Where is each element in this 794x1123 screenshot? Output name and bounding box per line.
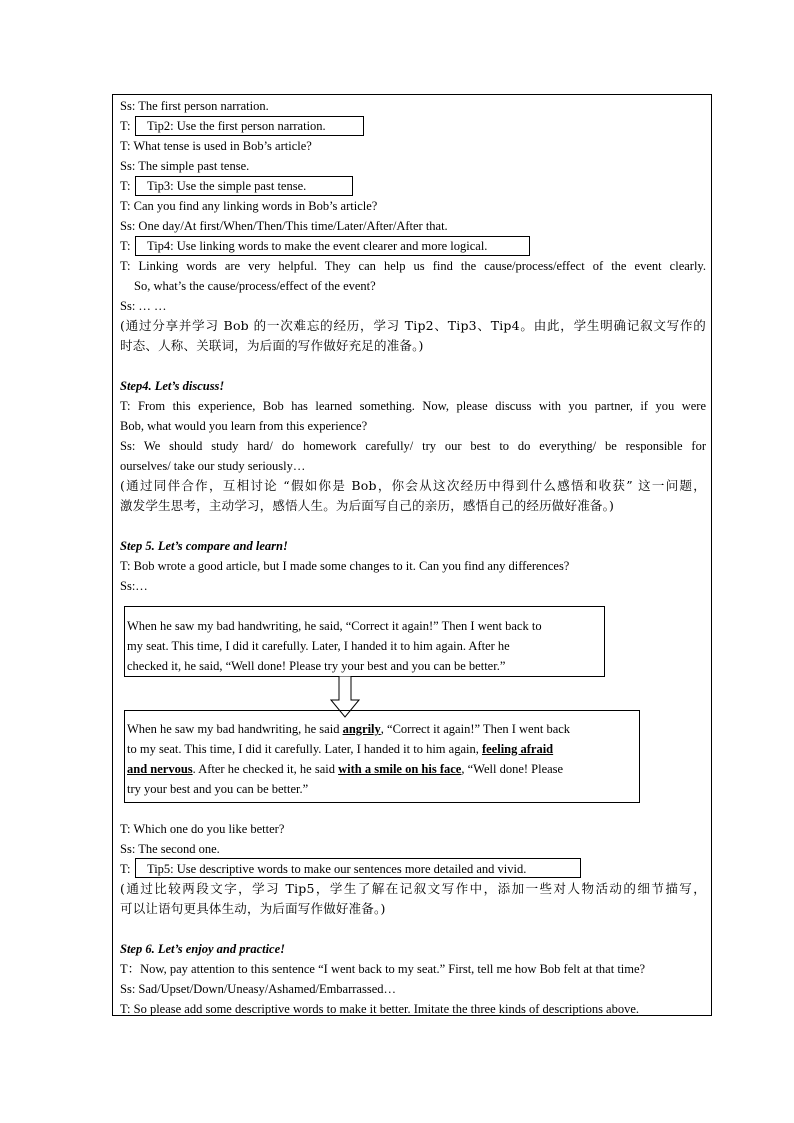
- original-paragraph-line: checked it, he said, “Well done! Please try your best and you can be better.”: [127, 659, 506, 673]
- chinese-note: (通过比较两段文字，学习 Tip5，学生了解在记叙文写作中，添加一些对人物活动的细节描写，: [120, 881, 706, 896]
- original-paragraph-line: my seat. This time, I did it carefully. Later, I handed it to him again. After he: [127, 639, 510, 653]
- emphasis-angrily: angrily: [342, 722, 381, 736]
- step6-heading: Step 6. Let’s enjoy and practice!: [120, 942, 286, 956]
- student-line: Ss: We should study hard/ do homework carefully/ try our best to do everything/ be responsible for: [120, 439, 706, 453]
- student-line: Ss: One day/At first/When/Then/This time/Later/After/After that.: [120, 219, 448, 233]
- teacher-line-cont: So, what’s the cause/process/effect of the event?: [134, 279, 376, 293]
- chinese-note-cont: 可以让语句更具体生动，为后面写作做好准备。): [120, 901, 386, 916]
- chinese-note: (通过同伴合作，互相讨论 “假如你是 Bob，你会从这次经历中得到什么感悟和收获” 这一问题，: [120, 478, 706, 493]
- teacher-line: T: So please add some descriptive words to make it better. Imitate the three kinds of descriptions above.: [120, 1002, 640, 1016]
- tip4-text: Tip4: Use linking words to make the event clearer and more logical.: [147, 239, 488, 253]
- plain-text: , “Correct it again!” Then I went back: [380, 722, 571, 736]
- plain-text: When he saw my bad handwriting, he said: [127, 722, 343, 736]
- tip3-text: Tip3: Use the simple past tense.: [147, 179, 307, 193]
- student-line: Ss: The first person narration.: [120, 99, 269, 113]
- tip2-text: Tip2: Use the first person narration.: [147, 119, 326, 133]
- emphasis-with-a-smile: with a smile on his face: [338, 762, 462, 776]
- revised-paragraph-line: [127, 739, 553, 759]
- plain-text: , “Well done! Please: [461, 762, 564, 776]
- chinese-note-cont: 激发学生思考，主动学习，感悟人生。为后面写自己的亲历，感悟自己的经历做好准备。): [120, 498, 615, 513]
- teacher-label: T:: [120, 179, 131, 193]
- chinese-note: (通过分享并学习 Bob 的一次难忘的经历，学习 Tip2、Tip3、Tip4。由此，学生明确记叙文写作的: [120, 318, 706, 333]
- teacher-line: T：Now, pay attention to this sentence “I went back to my seat.” First, tell me how Bob felt at that time?: [120, 962, 646, 976]
- step5-heading: Step 5. Let’s compare and learn!: [120, 539, 288, 553]
- plain-text: to my seat. This time, I did it carefully. Later, I handed it to him again,: [127, 742, 482, 756]
- revised-paragraph-line: try your best and you can be better.”: [127, 782, 309, 796]
- student-line: Ss: The second one.: [120, 842, 220, 856]
- revised-paragraph-line: [127, 719, 570, 739]
- teacher-line: T: Bob wrote a good article, but I made some changes to it. Can you find any differences?: [120, 559, 570, 573]
- teacher-label: T:: [120, 239, 131, 253]
- teacher-line-cont: Bob, what would you learn from this experience?: [120, 419, 368, 433]
- original-paragraph-line: When he saw my bad handwriting, he said, “Correct it again!” Then I went back to: [127, 619, 542, 633]
- teacher-line: T: From this experience, Bob has learned something. Now, please discuss with you partner, if you were: [120, 399, 706, 413]
- student-line: Ss: … …: [120, 299, 167, 313]
- teacher-line: T: Linking words are very helpful. They can help us find the cause/process/effect of the event clearly.: [120, 259, 706, 273]
- teacher-line: T: What tense is used in Bob’s article?: [120, 139, 312, 153]
- emphasis-and-nervous: and nervous: [127, 762, 193, 776]
- teacher-line: T: Can you find any linking words in Bob’s article?: [120, 199, 378, 213]
- chinese-note-cont: 时态、人称、关联词，为后面的写作做好充足的准备。): [120, 338, 424, 353]
- emphasis-feeling-afraid: feeling afraid: [481, 742, 554, 756]
- teacher-line: T: Which one do you like better?: [120, 822, 285, 836]
- step4-heading: Step4. Let’s discuss!: [120, 379, 225, 393]
- plain-text: . After he checked it, he said: [192, 762, 339, 776]
- teacher-label: T:: [120, 862, 131, 876]
- student-line-cont: ourselves/ take our study seriously…: [120, 459, 306, 473]
- student-line: Ss: The simple past tense.: [120, 159, 250, 173]
- student-line: Ss: Sad/Upset/Down/Uneasy/Ashamed/Embarrassed…: [120, 982, 397, 996]
- revised-paragraph-line: [127, 759, 563, 779]
- tip5-text: Tip5: Use descriptive words to make our sentences more detailed and vivid.: [147, 862, 527, 876]
- teacher-label: T:: [120, 119, 131, 133]
- student-line: Ss:…: [120, 579, 148, 593]
